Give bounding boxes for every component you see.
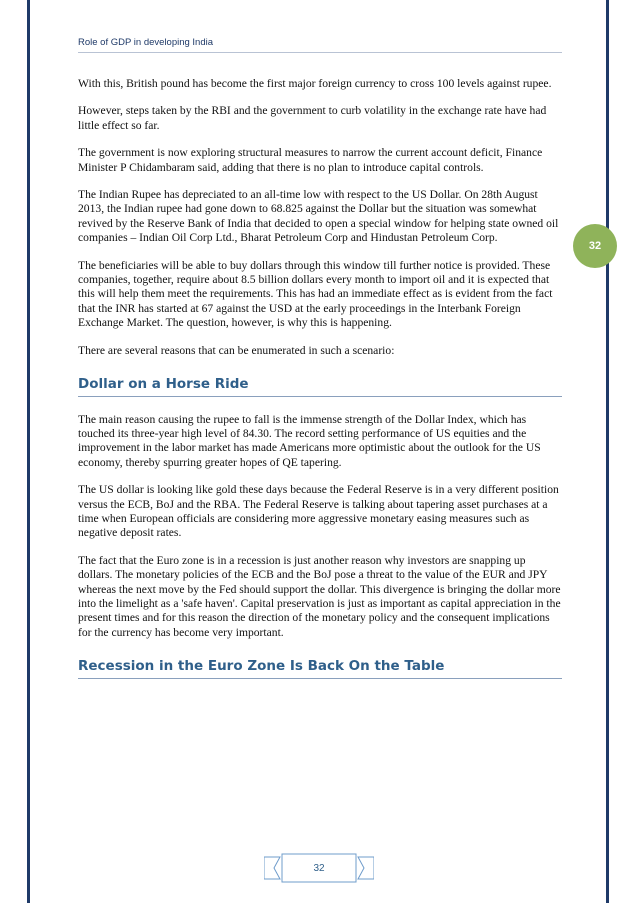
paragraph: The beneficiaries will be able to buy dollars through this window till further notice is provided. These companies, together, require about 8.5 billion dollars every month to import oil and it is expected that this will help them meet the requirements. This has had an immediate effect as is evident from the fact that the INR has started at 67 against the USD at the early proceedings in the Interbank Foreign Exchange Market. The question, however, is why this is happening. xyxy=(78,258,553,330)
paragraph: There are several reasons that can be enumerated in such a scenario: xyxy=(78,343,395,357)
paragraph: The fact that the Euro zone is in a recession is just another reason why investors are snapping up dollars. The monetary policies of the ECB and the BoJ pose a threat to the value of the EUR and JPY whereas the next move by the Fed should support the dollar. This divergence is bringing the dollar more into the limelight as a 'safe haven'. Capital preservation is just as important as capital appreciation in the present times and for this reason the direction of the monetary policy and the consequent implications for the currency has become very important. xyxy=(78,553,561,639)
page-number: 32 xyxy=(313,862,325,874)
paragraph: With this, British pound has become the first major foreign currency to cross 100 levels against rupee. xyxy=(78,77,552,90)
paragraph: The US dollar is looking like gold these days because the Federal Reserve is in a very different position versus the ECB, BoJ and the RBA. The Federal Reserve is talking about tapering asset purchases at a time when European officials are considering more aggressive monetary easing measures such as negative deposit rates. xyxy=(78,483,559,540)
section-heading-dollar: Dollar on a Horse Ride xyxy=(78,377,562,396)
paragraph: The government is now exploring structural measures to narrow the current account deficit, Finance Minister P Chidambaram said, adding that there is no plan to introduce capital controls. xyxy=(78,146,543,174)
side-page-number-badge: 32 xyxy=(573,224,617,268)
footer-page-number xyxy=(264,853,374,883)
page-body xyxy=(78,77,562,695)
section-heading-recession: Recession in the Euro Zone Is Back On the Table xyxy=(78,659,562,678)
paragraph: The Indian Rupee has depreciated to an all-time low with respect to the US Dollar. On 28th August 2013, the Indian rupee had gone down to 68.825 against the Dollar but the situation was somewhat revived by the Reserve Bank of India that decided to open a special window for helping state owned oil companies – Indian Oil Corp Ltd., Bharat Petroleum Corp and Hindustan Petroleum Corp. xyxy=(78,188,559,245)
running-header: Role of GDP in developing India xyxy=(78,37,562,53)
paragraph: However, steps taken by the RBI and the government to curb volatility in the exchange rate have had little effect so far. xyxy=(78,104,547,132)
paragraph: The main reason causing the rupee to fall is the immense strength of the Dollar Index, which has touched its three-year high level of 84.30. The record setting performance of US equities and the improvement in the labor market has made Americans more optimistic about the outlook for the US economy, thereby spurring greater hopes of QE tapering. xyxy=(78,412,541,469)
